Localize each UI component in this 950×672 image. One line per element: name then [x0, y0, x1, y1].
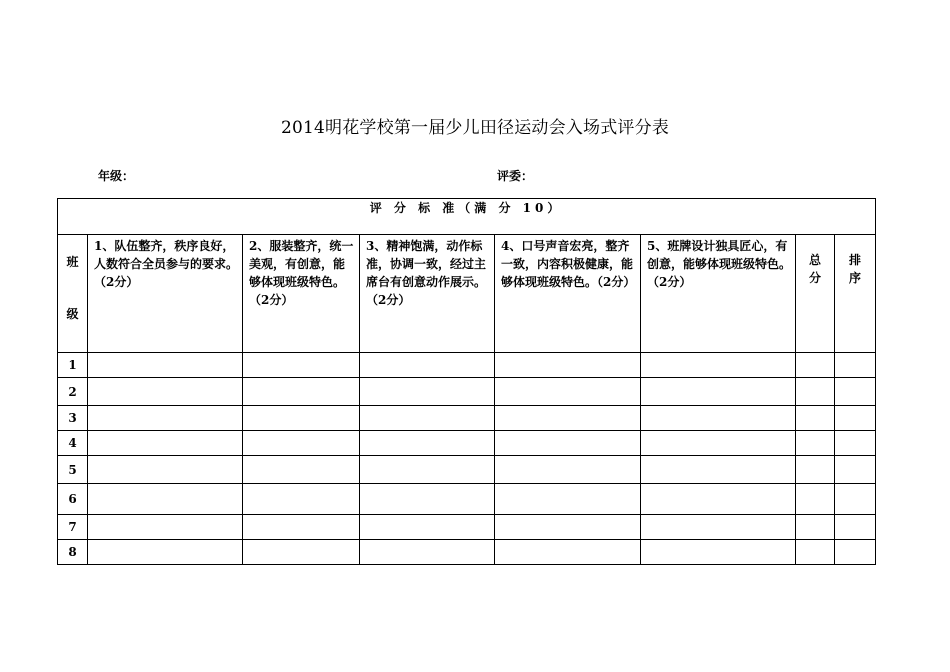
score-cell[interactable]: [243, 353, 360, 378]
score-cell[interactable]: [243, 406, 360, 431]
score-cell[interactable]: [243, 484, 360, 515]
table-row: [58, 353, 876, 378]
score-cell[interactable]: [835, 515, 876, 540]
score-cell[interactable]: [796, 431, 835, 456]
score-table: [57, 198, 876, 565]
score-cell[interactable]: [88, 515, 243, 540]
score-cell[interactable]: [243, 431, 360, 456]
criterion-3: 3、精神饱满，动作标准，协调一致，经过主席台有创意动作展示。（2分）: [360, 235, 495, 353]
score-cell[interactable]: [360, 431, 495, 456]
score-cell[interactable]: [835, 378, 876, 406]
score-cell[interactable]: [360, 353, 495, 378]
score-cell[interactable]: [495, 456, 641, 484]
criterion-4: 4、口号声音宏亮，整齐一致，内容积极健康，能够体现班级特色。（2分）: [495, 235, 641, 353]
class-number: 6: [58, 484, 88, 515]
rank-header-char-2: 序: [849, 271, 862, 285]
score-cell[interactable]: [796, 540, 835, 565]
score-cell[interactable]: [360, 515, 495, 540]
score-cell[interactable]: [88, 456, 243, 484]
grade-label: 年级：: [98, 169, 135, 183]
score-cell[interactable]: [641, 431, 796, 456]
total-header-char-1: 总: [808, 253, 821, 267]
score-cell[interactable]: [796, 353, 835, 378]
class-number: 5: [58, 456, 88, 484]
score-cell[interactable]: [835, 540, 876, 565]
score-cell[interactable]: [88, 484, 243, 515]
judge-label: 评委：: [497, 169, 534, 183]
score-cell[interactable]: [495, 540, 641, 565]
score-cell[interactable]: [641, 378, 796, 406]
score-cell[interactable]: [88, 378, 243, 406]
class-column-header: [58, 235, 88, 353]
score-cell[interactable]: [495, 353, 641, 378]
table-row: [58, 540, 876, 565]
score-cell[interactable]: [835, 456, 876, 484]
score-cell[interactable]: [495, 406, 641, 431]
page-title: 2014明花学校第一届少儿田径运动会入场式评分表: [280, 118, 670, 138]
criterion-1: 1、队伍整齐，秩序良好，人数符合全员参与的要求。（2分）: [88, 235, 243, 353]
score-cell[interactable]: [88, 406, 243, 431]
rank-header-char-1: 排: [849, 253, 862, 267]
score-cell[interactable]: [360, 456, 495, 484]
criteria-header: 评 分 标 准（满 分 10）: [58, 199, 876, 235]
score-cell[interactable]: [641, 406, 796, 431]
criterion-5: 5、班牌设计独具匠心，有创意，能够体现班级特色。（2分）: [641, 235, 796, 353]
class-header-char-2: 级: [66, 307, 79, 321]
score-cell[interactable]: [88, 431, 243, 456]
criterion-2: 2、服装整齐，统一美观，有创意，能够体现班级特色。（2分）: [243, 235, 360, 353]
total-header-char-2: 分: [808, 271, 821, 285]
table-row: [58, 484, 876, 515]
score-cell[interactable]: [243, 378, 360, 406]
score-cell[interactable]: [495, 484, 641, 515]
class-number: 2: [58, 378, 88, 406]
score-cell[interactable]: [835, 484, 876, 515]
table-row: [58, 456, 876, 484]
score-cell[interactable]: [796, 515, 835, 540]
score-cell[interactable]: [796, 484, 835, 515]
score-cell[interactable]: [641, 540, 796, 565]
score-cell[interactable]: [835, 431, 876, 456]
rank-column-header: [835, 235, 876, 353]
score-cell[interactable]: [360, 406, 495, 431]
score-cell[interactable]: [495, 515, 641, 540]
score-cell[interactable]: [641, 456, 796, 484]
score-cell[interactable]: [243, 456, 360, 484]
class-number: 1: [58, 353, 88, 378]
total-column-header: [796, 235, 835, 353]
table-row: [58, 406, 876, 431]
score-cell[interactable]: [360, 484, 495, 515]
class-number: 3: [58, 406, 88, 431]
score-cell[interactable]: [796, 456, 835, 484]
score-cell[interactable]: [360, 378, 495, 406]
score-cell[interactable]: [835, 406, 876, 431]
score-cell[interactable]: [641, 353, 796, 378]
table-row: [58, 378, 876, 406]
table-row: [58, 431, 876, 456]
score-cell[interactable]: [796, 378, 835, 406]
score-cell[interactable]: [641, 515, 796, 540]
score-cell[interactable]: [495, 378, 641, 406]
score-cell[interactable]: [88, 540, 243, 565]
score-rows: [58, 353, 876, 565]
score-cell[interactable]: [641, 484, 796, 515]
score-cell[interactable]: [796, 406, 835, 431]
class-number: 8: [58, 540, 88, 565]
score-cell[interactable]: [88, 353, 243, 378]
score-cell[interactable]: [243, 540, 360, 565]
score-cell[interactable]: [243, 515, 360, 540]
table-row: [58, 515, 876, 540]
score-cell[interactable]: [360, 540, 495, 565]
class-header-char-1: 班: [66, 255, 79, 269]
class-number: 4: [58, 431, 88, 456]
score-cell[interactable]: [495, 431, 641, 456]
class-number: 7: [58, 515, 88, 540]
score-cell[interactable]: [835, 353, 876, 378]
